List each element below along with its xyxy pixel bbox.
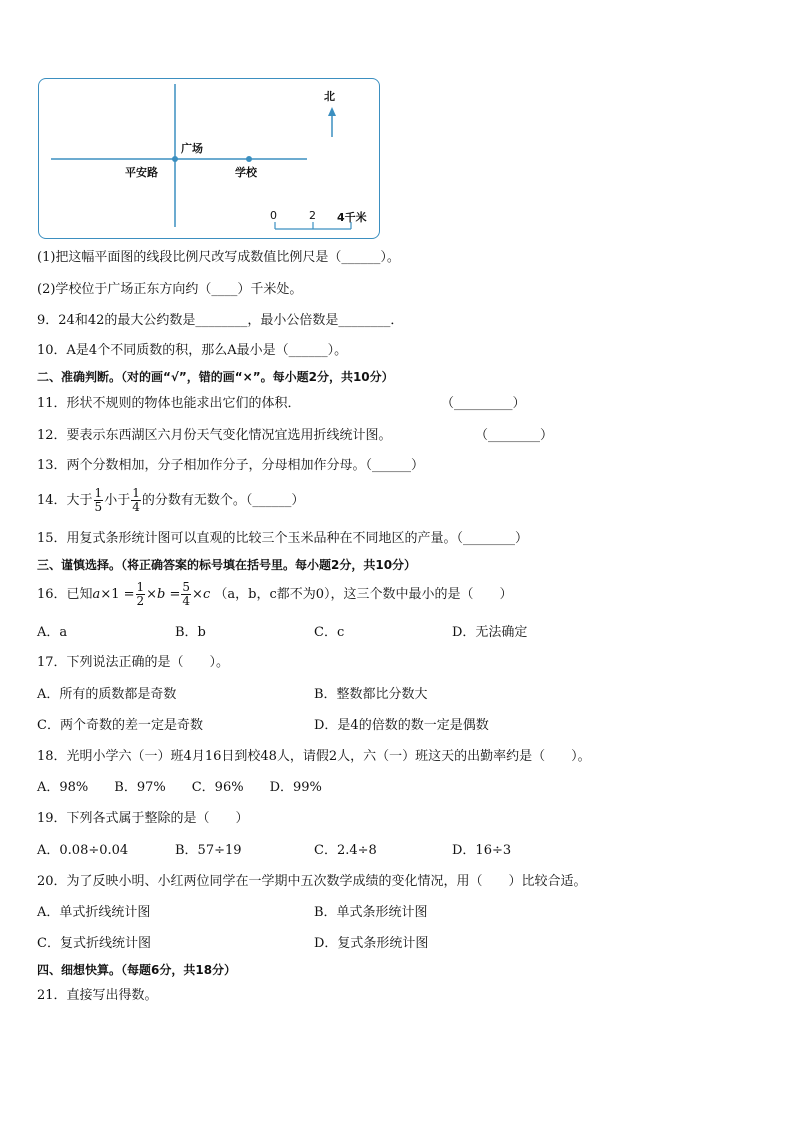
fraction-denominator: 4 — [182, 594, 191, 608]
fraction-one-fourth — [131, 487, 141, 514]
question-13: 13．两个分数相加，分子相加作分子，分母相加作分母。（______） — [37, 458, 425, 473]
scale-label-2: 2 — [309, 209, 316, 222]
school-label: 学校 — [235, 166, 257, 179]
q16-suffix: （a，b，c都不为0），这三个数中最小的是（ ） — [214, 587, 513, 602]
q16-times-one: ×1 = — [100, 587, 135, 602]
fraction-numerator: 1 — [132, 486, 140, 500]
fraction-numerator: 1 — [136, 580, 145, 594]
question-15: 15．用复式条形统计图可以直观的比较三个玉米品种在不同地区的产量。（________） — [37, 531, 529, 546]
question-19: 19．下列各式属于整除的是（ ） — [37, 811, 249, 826]
question-11-blank: （_________） — [441, 396, 526, 411]
q14-prefix: 14．大于 — [37, 493, 93, 508]
fraction-one-half — [136, 581, 146, 608]
square-point — [172, 156, 178, 162]
q20-option-d: D．复式条形统计图 — [314, 936, 429, 951]
q17-option-c: C．两个奇数的差一定是奇数 — [37, 718, 203, 733]
q18-options: A．98% B．97% C．96% D．99% — [37, 780, 322, 795]
fraction-one-fifth — [94, 487, 104, 514]
q20-option-b: B．单式条形统计图 — [314, 905, 428, 920]
q16-var-a: a — [92, 587, 101, 602]
q16-option-c: C．c — [314, 625, 345, 640]
q16-prefix: 16．已知 — [37, 587, 93, 602]
q17-option-d: D．是4的倍数的数一定是偶数 — [314, 718, 489, 733]
q16-times-b: ×b = — [146, 587, 181, 602]
q17-option-b: B．整数都比分数大 — [314, 687, 428, 702]
scale-label-4: 4千米 — [337, 211, 367, 224]
square-label: 广场 — [181, 142, 203, 155]
q16-option-a: A．a — [37, 625, 68, 640]
q19-option-c: C．2.4÷8 — [314, 843, 377, 858]
q17-option-a: A．所有的质数都是奇数 — [37, 687, 177, 702]
section-4-heading: 四、细想快算。（每题6分，共18分） — [37, 963, 237, 977]
question-18: 18．光明小学六（一）班4月16日到校48人，请假2人，六（一）班这天的出勤率约是（ ）。 — [37, 749, 591, 764]
question-12-blank: （________） — [475, 428, 554, 443]
fraction-denominator: 2 — [136, 594, 145, 608]
question-8-2: (2)学校位于广场正东方向约（____）千米处。 — [37, 282, 303, 297]
question-12: 12．要表示东西湖区六月份天气变化情况宜选用折线统计图。 — [37, 428, 392, 443]
question-11: 11．形状不规则的物体也能求出它们的体积． — [37, 396, 301, 411]
q19-option-b: B．57÷19 — [175, 843, 242, 858]
section-2-heading: 二、准确判断。（对的画“√”，错的画“×”。每小题2分，共10分） — [37, 370, 394, 384]
fraction-denominator: 5 — [94, 500, 103, 514]
q16-times-c: ×c — [192, 587, 211, 602]
q20-option-c: C．复式折线统计图 — [37, 936, 151, 951]
q20-option-a: A．单式折线统计图 — [37, 905, 151, 920]
q19-option-a: A．0.08÷0.04 — [37, 843, 129, 858]
north-arrow-head — [328, 107, 336, 116]
question-9: 9．24和42的最大公约数是________，最小公倍数是________． — [37, 313, 404, 328]
fraction-numerator: 5 — [182, 580, 191, 594]
q14-middle: 小于 — [104, 493, 131, 508]
q16-option-d: D．无法确定 — [452, 625, 528, 640]
question-16 — [37, 578, 513, 612]
fraction-five-fourths — [181, 581, 191, 608]
question-21: 21．直接写出得数。 — [37, 988, 158, 1003]
scale-label-0: 0 — [270, 209, 277, 222]
question-8-1: (1)把这幅平面图的线段比例尺改写成数值比例尺是（______）。 — [37, 250, 400, 265]
question-17: 17．下列说法正确的是（ ）。 — [37, 655, 230, 670]
fraction-numerator: 1 — [94, 486, 103, 500]
question-10: 10．A是4个不同质数的积，那么A最小是（______）。 — [37, 343, 348, 358]
road-label: 平安路 — [125, 166, 158, 179]
section-3-heading: 三、谨慎选择。（将正确答案的标号填在括号里。每小题2分，共10分） — [37, 558, 417, 572]
school-point — [246, 156, 252, 162]
question-20: 20．为了反映小明、小红两位同学在一学期中五次数学成绩的变化情况，用（ ）比较合适。 — [37, 874, 587, 889]
map-figure — [38, 78, 380, 239]
question-14 — [37, 484, 304, 518]
q19-option-d: D．16÷3 — [452, 843, 512, 858]
north-label: 北 — [324, 90, 335, 103]
q14-suffix: 的分数有无数个。（______） — [141, 493, 305, 508]
q16-option-b: B．b — [175, 625, 206, 640]
fraction-denominator: 4 — [132, 500, 140, 514]
